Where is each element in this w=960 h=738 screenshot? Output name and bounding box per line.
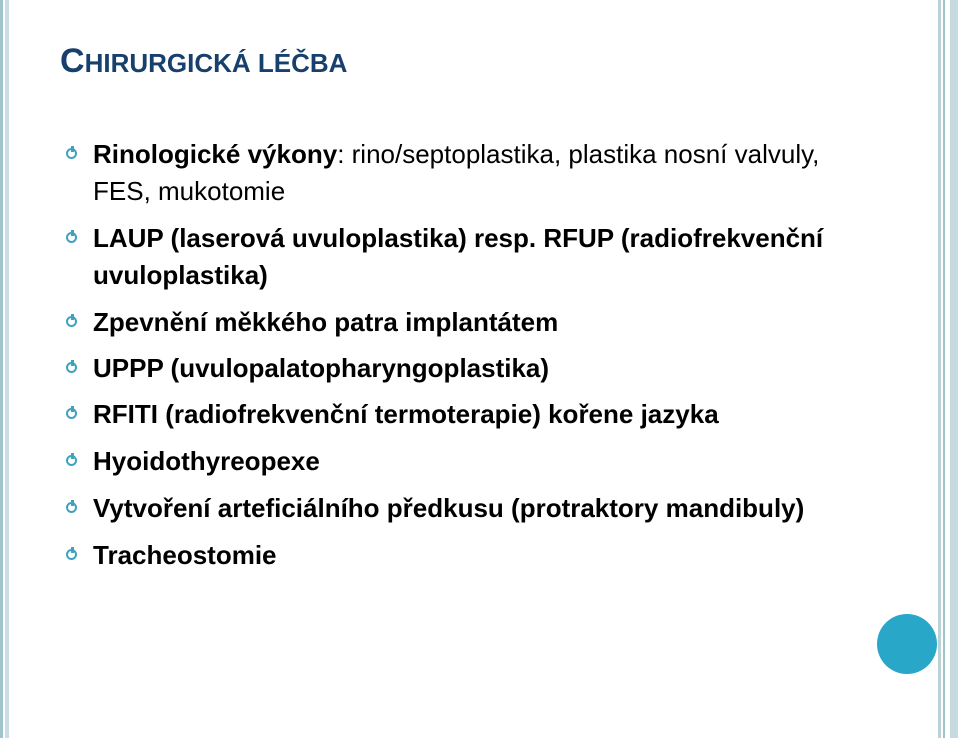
title-first-letter: C	[60, 42, 85, 80]
list-item	[58, 490, 858, 527]
bullet-icon	[66, 232, 77, 243]
bullet-icon	[66, 455, 77, 466]
item-bold-text: Hyoidothyreopexe	[93, 446, 320, 476]
item-bold-text: RFITI (radiofrekvenční termoterapie) kořene jazyka	[93, 399, 719, 429]
left-decorative-stripe	[0, 0, 12, 738]
item-bold-text: Zpevnění měkkého patra implantátem	[93, 307, 559, 337]
item-normal-text: : rino/septoplastika, plastika nosní valvuly, FES, mukotomie	[93, 139, 820, 206]
item-bold-text: Rinologické výkony	[93, 139, 338, 169]
slide-title	[60, 42, 347, 81]
bullet-icon	[66, 148, 77, 159]
list-item	[58, 396, 858, 433]
decorative-circle	[877, 614, 937, 674]
bullet-icon	[66, 502, 77, 513]
bullet-icon	[66, 408, 77, 419]
list-item	[58, 537, 858, 574]
list-item	[58, 443, 858, 480]
bullet-icon	[66, 362, 77, 373]
list-item	[58, 304, 858, 341]
item-bold-text: UPPP (uvulopalatopharyngoplastika)	[93, 353, 550, 383]
list-item	[58, 136, 858, 210]
bullet-list	[58, 136, 858, 574]
item-bold-text: Vytvoření arteficiálního předkusu (protraktory mandibuly)	[93, 493, 805, 523]
list-item	[58, 350, 858, 387]
item-bold-text: LAUP (laserová uvuloplastika) resp. RFUP (radiofrekvenční uvuloplastika)	[93, 223, 824, 290]
list-item	[58, 220, 858, 294]
title-rest: HIRURGICKÁ LÉČBA	[84, 48, 348, 78]
right-decorative-stripes	[934, 0, 960, 738]
bullet-icon	[66, 549, 77, 560]
bullet-icon	[66, 316, 77, 327]
item-bold-text: Tracheostomie	[93, 540, 277, 570]
